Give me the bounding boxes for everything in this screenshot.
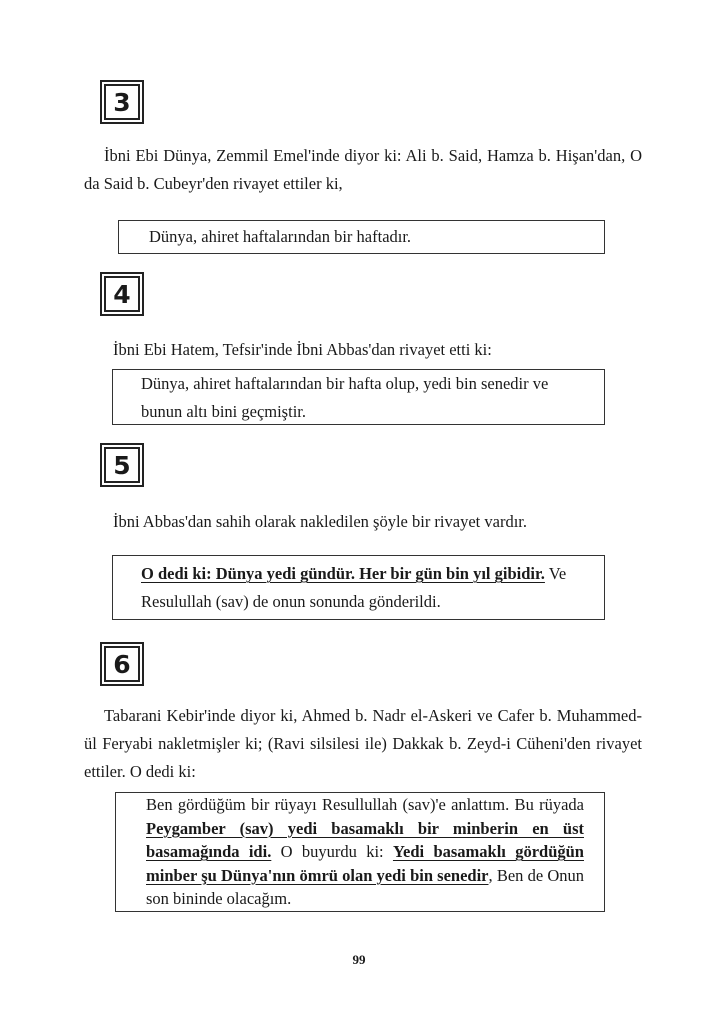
quote-emphasis: Yedi basamaklı gördüğün minber şu Dünya'nın ömrü olan yedi bin senedir	[146, 842, 584, 885]
quote-text	[113, 556, 604, 616]
section-number: 4	[104, 276, 140, 312]
quote-box	[112, 555, 605, 620]
quote-emphasis: Peygamber (sav) yedi basamaklı bir minberin en üst basamağında idi.	[146, 818, 584, 861]
section-number: 6	[104, 646, 140, 682]
quote-box	[118, 220, 605, 254]
section-number-box	[100, 80, 144, 124]
section-intro: İbni Ebi Hatem, Tefsir'inde İbni Abbas'dan rivayet etti ki:	[113, 340, 492, 359]
quote-text	[116, 793, 604, 911]
quote-plain: Ben gördüğüm bir rüyayı Resullullah (sav)'e anlattım. Bu rüyada	[146, 795, 584, 814]
quote-text: Dünya, ahiret haftalarından bir hafta olup, yedi bin senedir ve bunun altı bini geçmiştir.	[141, 374, 549, 421]
section-intro: Tabarani Kebir'inde diyor ki, Ahmed b. Nadr el-Askeri ve Cafer b. Muhammed-ül Feryabi nakletmişler ki; (Ravi silsilesi ile) Dakkak b. Zeyd-i Cüheni'den rivayet ettiler. O dedi ki:	[84, 706, 642, 781]
page-number: 99	[352, 952, 366, 967]
quote-text: Dünya, ahiret haftalarından bir haftadır.	[149, 227, 412, 246]
quote-box	[115, 792, 605, 912]
quote-rest: Ve Resulullah (sav) de onun sonunda gönderildi.	[141, 564, 567, 611]
section-number-box	[100, 443, 144, 487]
quote-emphasis: O dedi ki: Dünya yedi gündür. Her bir gün bin yıl gibidir.	[141, 564, 545, 583]
section-number: 5	[104, 447, 140, 483]
quote-box	[112, 369, 605, 425]
section-number-box	[100, 272, 144, 316]
section-intro: İbni Ebi Dünya, Zemmil Emel'inde diyor ki: Ali b. Said, Hamza b. Hişan'dan, O da Said b. Cubeyr'den rivayet ettiler ki,	[84, 146, 642, 193]
section-intro: İbni Abbas'dan sahih olarak nakledilen şöyle bir rivayet vardır.	[113, 512, 527, 531]
section-number: 3	[104, 84, 140, 120]
quote-plain: , Ben de Onun son bininde olacağım.	[146, 865, 584, 908]
quote-plain: O buyurdu ki:	[271, 842, 393, 861]
section-number-box	[100, 642, 144, 686]
